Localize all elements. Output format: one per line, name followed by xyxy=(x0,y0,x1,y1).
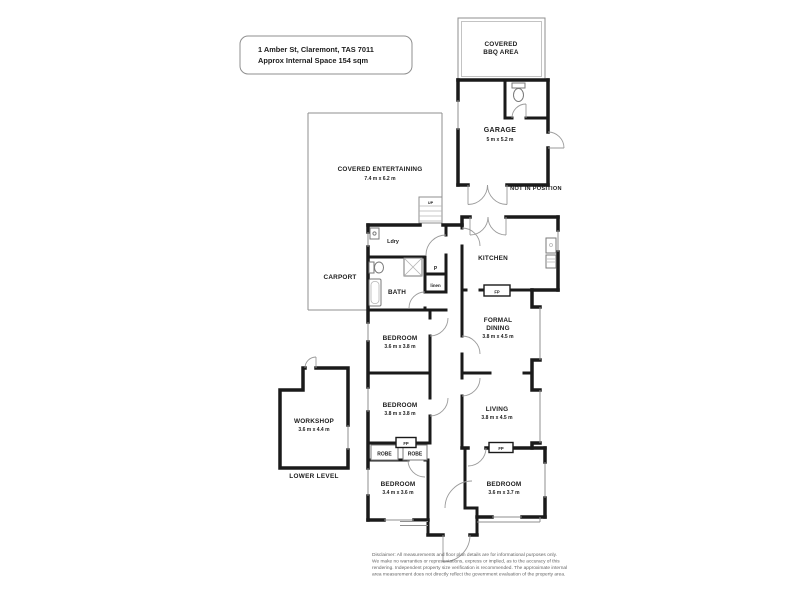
workshop-label: WORKSHOP xyxy=(294,418,334,425)
bath-door-swing xyxy=(409,292,425,308)
lower-level-label: LOWER LEVEL xyxy=(289,473,339,480)
bbq-area-label-1: COVERED xyxy=(484,41,518,48)
entertaining-label: COVERED ENTERTAINING xyxy=(337,166,423,173)
bedroom3-label: BEDROOM xyxy=(380,481,416,488)
bathtub-icon xyxy=(369,279,381,306)
bedroom2-dims: 3.8 m x 3.8 m xyxy=(384,411,416,417)
living-door-swing xyxy=(462,378,480,396)
door-swings xyxy=(408,217,506,562)
bbq-area-label-2: BBQ AREA xyxy=(483,49,519,56)
fireplace-kitchen xyxy=(484,285,510,296)
bedroom4-dims: 3.6 m x 3.7 m xyxy=(488,490,520,496)
bedroom1-door-swing xyxy=(430,318,448,336)
fp-living-label: FP xyxy=(498,446,504,451)
entertaining-dims: 7.4 m x 6.2 m xyxy=(364,176,396,182)
garage-wc-door-swing xyxy=(512,104,526,118)
living-label: LIVING xyxy=(485,406,509,413)
bedroom2-label: BEDROOM xyxy=(382,402,418,409)
robe-right-label: ROBE xyxy=(407,451,423,458)
bedroom3-door-swing xyxy=(408,460,425,477)
disclaimer-line-1: Disclaimer: All measurements and floor plan details are for informational purposes only. xyxy=(372,553,557,558)
garage-door-right-swing xyxy=(488,185,508,205)
laundry-label: Ldry xyxy=(387,239,399,245)
entry-inner-door-swing xyxy=(445,481,472,508)
garage-label: GARAGE xyxy=(483,127,517,134)
not-in-position-label: NOT IN POSITION xyxy=(510,186,562,192)
fp-kitchen-label: FP xyxy=(494,289,500,295)
laundry-trough-icon xyxy=(370,228,379,239)
carport-label: CARPORT xyxy=(323,274,357,281)
bedroom2-door-swing xyxy=(430,398,448,416)
bath-toilet-icon xyxy=(369,262,384,273)
bedroom1-label: BEDROOM xyxy=(382,335,418,342)
fp-bedroom2-label: FP xyxy=(403,441,409,446)
kitchen-door-swing xyxy=(462,228,480,246)
shower-icon xyxy=(404,258,422,276)
bedroom4-label: BEDROOM xyxy=(486,481,522,488)
up-label: UP xyxy=(427,201,434,205)
stairs xyxy=(419,197,442,223)
bedroom4-door-swing xyxy=(468,448,486,466)
garage-side-door-swing xyxy=(548,132,564,148)
back-door-left-swing xyxy=(470,217,488,235)
toilet-icon xyxy=(512,83,525,102)
dining-label-2: DINING xyxy=(486,325,510,332)
bedroom1-dims: 3.6 m x 3.8 m xyxy=(384,344,416,350)
pantry-label: P xyxy=(433,266,438,272)
title-box xyxy=(240,36,412,74)
living-dims: 3.8 m x 4.5 m xyxy=(481,415,513,421)
laundry-door-swing xyxy=(426,235,446,255)
disclaimer xyxy=(372,552,567,578)
fireplace-living xyxy=(489,443,513,453)
bath-label: BATH xyxy=(387,289,407,296)
address-line: 1 Amber St, Claremont, TAS 7011 xyxy=(258,45,374,54)
fireplace-bedroom2 xyxy=(396,438,416,448)
internal-space-line: Approx Internal Space 154 sqm xyxy=(258,56,369,65)
linen-label: linen xyxy=(430,283,441,288)
back-door-right-swing xyxy=(488,217,506,235)
kitchen-label: KITCHEN xyxy=(478,255,508,262)
dining-label-1: FORMAL xyxy=(483,317,513,324)
disclaimer-line-4: area measurement does not directly reflect the government evaluation of the property area. xyxy=(372,572,566,578)
workshop xyxy=(280,357,348,480)
garage-dims: 5 m x 5.2 m xyxy=(486,137,514,143)
garage-wc-walls xyxy=(505,80,548,118)
robe-left-label: ROBE xyxy=(377,451,392,458)
kitchen-appliances-icon xyxy=(546,238,556,268)
garage-door-left-swing xyxy=(468,185,488,205)
disclaimer-line-3: rendering. Independent property size verification is recommended. The approximate internal xyxy=(372,566,568,571)
workshop-dims: 3.6 m x 4.4 m xyxy=(298,427,330,433)
robe-left xyxy=(371,445,398,460)
house-interior-walls xyxy=(368,225,558,535)
dining-dims: 3.8 m x 4.5 m xyxy=(482,334,514,340)
bedroom3-dims: 3.4 m x 3.6 m xyxy=(382,490,414,496)
dining-door-swing xyxy=(462,336,480,354)
room-labels xyxy=(381,239,522,496)
covered-bbq-area xyxy=(458,18,545,80)
disclaimer-line-2: We make no warranties or representations, express or implied, as to the accuracy of this xyxy=(372,559,560,565)
